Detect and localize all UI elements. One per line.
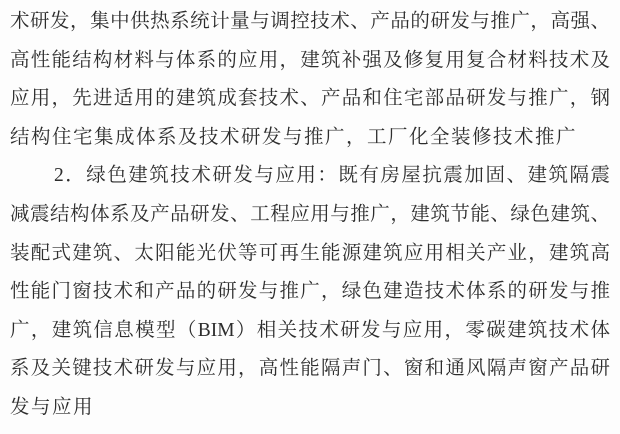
document-line: 减震结构体系及产品研发、工程应用与推广，建筑节能、绿色建筑、 — [10, 203, 610, 225]
document-line: 高性能结构材料与体系的应用，建筑补强及修复用复合材料技术及 — [10, 49, 610, 71]
document-line paragraph-last-line: 发与应用 — [10, 396, 95, 418]
document-line: 广，建筑信息模型（BIM）相关技术研发与应用，零碳建筑技术体 — [10, 319, 610, 341]
document-line item-2-first-line: 2．绿色建筑技术研发与应用：既有房屋抗震加固、建筑隔震 — [54, 165, 610, 187]
document-line: 术研发，集中供热系统计量与调控技术、产品的研发与推广，高强、 — [10, 11, 610, 32]
document-line paragraph-last-line: 结构住宅集成体系及技术研发与推广，工厂化全装修技术推广 — [10, 126, 578, 148]
document-line: 系及关键技术研发与应用，高性能隔声门、窗和通风隔声窗产品研 — [10, 358, 610, 380]
document-line: 性能门窗技术和产品的研发与推广，绿色建造技术体系的研发与推 — [10, 281, 610, 303]
document-line: 应用，先进适用的建筑成套技术、产品和住宅部品研发与推广，钢 — [10, 88, 610, 110]
document-line: 装配式建筑、太阳能光伏等可再生能源建筑应用相关产业，建筑高 — [10, 242, 610, 264]
